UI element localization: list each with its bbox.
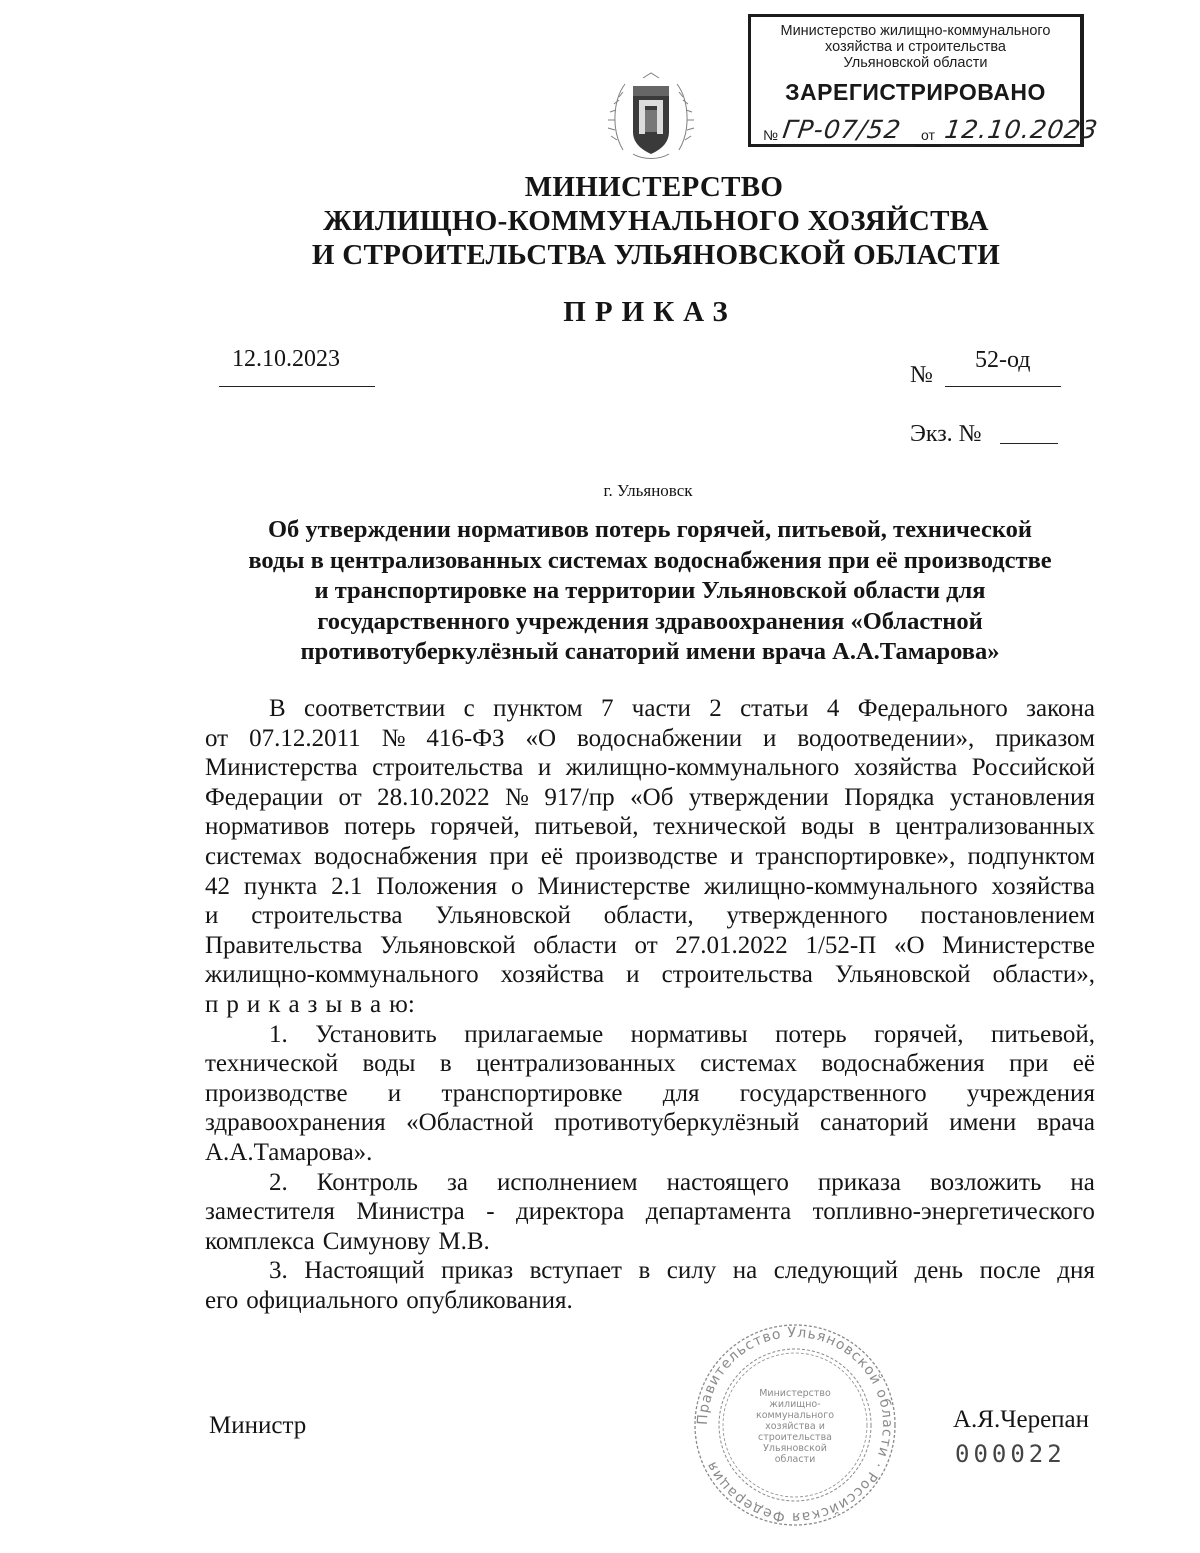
body-word: водоснабжения — [314, 842, 478, 870]
body-word: системах — [700, 1050, 797, 1078]
body-word: приказом — [995, 724, 1095, 752]
body-word: дня — [1057, 1257, 1095, 1285]
body-line — [205, 842, 1095, 872]
body-word: 1. — [269, 1020, 288, 1048]
body-word: день — [914, 1257, 964, 1285]
body-word: приказа — [817, 1168, 901, 1196]
order-number-underline — [945, 386, 1061, 387]
subject-line: Об утверждении нормативов потерь горячей, питьевой, технической — [268, 516, 1032, 543]
body-word: строительства — [372, 754, 524, 782]
body-word: хозяйства — [500, 961, 605, 989]
body-word: его — [205, 1286, 239, 1314]
body-word: А.А.Тамарова». — [205, 1138, 373, 1166]
body-word: санаторий — [819, 1109, 929, 1137]
body-word: жилищно-коммунального — [704, 872, 978, 900]
body-word: в — [638, 1257, 651, 1285]
body-word: противотуберкулёзный — [554, 1109, 800, 1137]
body-line — [205, 872, 1095, 902]
body-word: воды — [801, 813, 854, 841]
body-word: Федерального — [857, 695, 1008, 722]
order-date: 12.10.2023 — [232, 346, 340, 372]
body-word: подпунктом — [967, 842, 1095, 870]
body-line — [205, 1286, 1095, 1316]
body-word: врача — [1036, 1109, 1095, 1137]
reg-date-underline — [941, 145, 1079, 147]
body-word: при — [489, 842, 529, 870]
ministry-line1: МИНИСТЕРСТВО — [524, 171, 784, 203]
order-body — [205, 694, 1095, 1315]
body-word: з — [307, 990, 318, 1018]
body-line — [205, 1108, 1095, 1138]
body-word: области — [533, 931, 617, 959]
body-word: для — [662, 1079, 700, 1107]
body-word: р — [226, 990, 239, 1018]
copy-number-underline — [1000, 443, 1058, 444]
body-word: на — [1070, 1168, 1095, 1196]
body-word: Контроль — [316, 1168, 418, 1196]
body-word: Симунову — [322, 1227, 431, 1255]
body-line — [205, 724, 1095, 754]
body-word: 2 — [709, 695, 722, 722]
reg-stamp-status: ЗАРЕГИСТРИРОВАНО — [785, 79, 1046, 105]
body-word: 4 — [826, 695, 840, 722]
body-word: соответствии — [304, 695, 446, 722]
body-word: п — [205, 990, 219, 1018]
body-word: Министерстве — [942, 931, 1095, 959]
body-word: области», — [992, 961, 1095, 989]
body-word: производстве — [205, 1079, 348, 1107]
body-word: нормативов — [205, 813, 330, 841]
body-word: ю: — [389, 990, 415, 1018]
body-line — [205, 1256, 1095, 1286]
ministry-line3: И СТРОИТЕЛЬСТВА УЛЬЯНОВСКОЙ ОБЛАСТИ — [311, 239, 1001, 271]
city-line: г. Ульяновск — [603, 481, 693, 500]
body-word: возложить — [930, 1168, 1042, 1196]
body-line — [205, 960, 1095, 990]
body-word: заместителя — [205, 1198, 335, 1226]
reg-number-handwritten: ГР-07/52 — [780, 115, 904, 144]
body-word: хозяйства — [853, 754, 958, 782]
body-word: имени — [949, 1109, 1017, 1137]
body-word: 2.1 — [331, 872, 363, 900]
body-line — [205, 753, 1095, 783]
subject-line: государственного учреждения здравоохранения «Областной — [317, 607, 983, 635]
body-word: официального — [246, 1286, 399, 1314]
subject-line: и транспортировке на территории Ульяновской области для — [314, 577, 986, 604]
body-word: Федерации — [205, 783, 324, 811]
body-word: потерь — [344, 813, 416, 841]
body-word: Правительства — [205, 931, 363, 959]
order-number: 52-од — [975, 347, 1031, 373]
body-word: 917/пр — [544, 783, 615, 811]
body-word: водоснабжении — [576, 724, 743, 752]
ministry-line2: ЖИЛИЩНО-КОММУНАЛЬНОГО ХОЗЯЙСТВА — [323, 205, 989, 237]
body-word: производстве — [575, 842, 718, 870]
body-word: водоснабжения — [821, 1050, 985, 1078]
body-word: а — [370, 990, 382, 1018]
body-line — [205, 1079, 1095, 1109]
signer-title: Министр — [209, 1412, 307, 1439]
body-line — [205, 812, 1095, 842]
reg-number-prefix: № — [763, 127, 779, 143]
body-word: жилищно-коммунального — [205, 961, 479, 989]
body-line — [205, 931, 1095, 961]
body-word: централизованных — [895, 813, 1095, 841]
body-word: 1/52-П — [805, 931, 877, 959]
body-word: жилищно-коммунального — [565, 754, 840, 782]
body-word: от — [205, 724, 229, 752]
order-number-sign: № — [910, 362, 933, 388]
body-word: 42 — [205, 872, 230, 900]
coat-of-arms-emblem — [603, 70, 699, 166]
body-word: строительства — [661, 961, 813, 989]
reg-date-prefix: от — [921, 127, 935, 143]
order-date-underline — [219, 386, 375, 387]
body-word: в — [868, 813, 881, 841]
body-word: её — [1072, 1050, 1095, 1078]
body-word: 3. — [269, 1257, 288, 1285]
body-word: директора — [516, 1198, 625, 1226]
document-serial-number: 000022 — [955, 1440, 1066, 1468]
body-word: Ульяновской — [834, 961, 971, 989]
reg-number-underline — [781, 145, 915, 147]
body-word: на — [732, 1257, 758, 1285]
body-word: после — [979, 1257, 1041, 1285]
body-word: 27.01.2022 — [675, 931, 788, 959]
body-word: и — [246, 990, 261, 1018]
body-word: настоящего — [666, 1168, 789, 1196]
document-type-title: ПРИКАЗ — [563, 296, 737, 328]
body-word: потерь — [775, 1020, 847, 1048]
subject-line: воды в централизованных системах водоснабжения при её производстве — [248, 546, 1052, 574]
body-word: пунктом — [493, 695, 583, 722]
ministry-header — [0, 170, 1200, 272]
body-word: «О — [525, 724, 557, 752]
body-word: Порядка — [844, 783, 935, 811]
body-word: в — [350, 990, 363, 1018]
body-word: и — [626, 961, 640, 989]
body-word: закона — [1026, 695, 1095, 722]
body-line — [205, 1227, 1095, 1257]
body-word: области, — [603, 902, 694, 930]
reg-stamp-line1: Министерство жилищно-коммунального — [780, 23, 1051, 39]
signer-name: А.Я.Черепан — [953, 1406, 1090, 1433]
body-word: Министра — [356, 1198, 465, 1226]
body-word: и — [387, 1079, 402, 1107]
body-word: транспортировке — [441, 1079, 623, 1107]
body-word: силу — [666, 1257, 717, 1285]
body-word: и — [729, 842, 744, 870]
body-word: - — [486, 1198, 495, 1226]
body-word: учреждения — [966, 1079, 1095, 1107]
body-line — [205, 1020, 1095, 1050]
seal-outer-text: Правительство Ульяновской области · Российская Федерация — [694, 1324, 896, 1526]
body-word: М.В. — [438, 1227, 490, 1255]
body-word: к — [268, 990, 281, 1018]
body-word: с — [463, 695, 475, 722]
body-word: 28.10.2022 — [377, 783, 490, 811]
body-word: В — [269, 695, 286, 722]
body-word: Ульяновской — [379, 931, 516, 959]
body-word: исполнением — [496, 1168, 638, 1196]
body-line — [205, 1197, 1095, 1227]
seal-inner-text: Министерство жилищно-коммунального хозяйства и строительства Ульяновской области — [755, 1388, 835, 1465]
body-word: «Об — [630, 783, 674, 811]
body-word: от — [338, 783, 362, 811]
body-word: транспортировке», — [755, 842, 956, 870]
body-word: питьевой, — [534, 813, 639, 841]
order-subject — [205, 515, 1095, 668]
body-word: следующий — [773, 1257, 898, 1285]
body-word: нормативы — [630, 1020, 748, 1048]
subject-line: противотуберкулёзный санаторий имени врача А.А.Тамарова» — [300, 638, 1000, 665]
body-word: № — [505, 783, 529, 811]
body-line — [205, 1049, 1095, 1079]
body-word: утверждении — [688, 783, 829, 811]
body-word: установления — [949, 783, 1095, 811]
body-line — [205, 783, 1095, 813]
body-word: 07.12.2011 — [249, 724, 361, 752]
body-word: приказ — [441, 1257, 514, 1285]
body-word: топливно-энергетического — [812, 1198, 1095, 1226]
body-word: комплекса — [205, 1227, 315, 1255]
body-word: от — [634, 931, 658, 959]
reg-stamp-line2: хозяйства и строительства — [825, 39, 1006, 55]
body-line — [205, 1138, 1095, 1168]
body-word: «Областной — [406, 1109, 534, 1137]
body-word: «О — [893, 931, 925, 959]
body-word: 416-ФЗ — [426, 724, 505, 752]
body-line — [205, 901, 1095, 931]
body-word: горячей, — [430, 813, 520, 841]
body-word: о — [511, 872, 524, 900]
body-word: централизованных — [476, 1050, 676, 1078]
body-word: Министерстве — [537, 872, 691, 900]
body-word: водоотведении», — [797, 724, 975, 752]
body-word: опубликования. — [406, 1286, 573, 1314]
body-word: части — [631, 695, 691, 722]
official-seal — [690, 1322, 900, 1528]
body-word: горячей, — [874, 1020, 964, 1048]
body-word: строительства — [251, 902, 403, 930]
body-word: и — [537, 754, 552, 782]
body-word: в — [439, 1050, 452, 1078]
body-line — [205, 694, 1095, 724]
reg-stamp-line3: Ульяновской области — [843, 55, 988, 71]
body-word: и — [205, 902, 219, 930]
body-word: технической — [653, 813, 787, 841]
body-word: Министерства — [205, 754, 358, 782]
body-word: технической — [205, 1050, 339, 1078]
body-word: государственного — [739, 1079, 927, 1107]
body-word: департамента — [645, 1198, 792, 1226]
body-word: Настоящий — [304, 1257, 425, 1285]
body-word: 2. — [269, 1168, 288, 1196]
body-word: пункта — [243, 872, 318, 900]
body-word: ы — [325, 990, 343, 1018]
registration-stamp — [748, 14, 1101, 147]
body-word: её — [540, 842, 564, 870]
body-word: прилагаемые — [464, 1020, 604, 1048]
body-word: при — [1009, 1050, 1049, 1078]
body-word: питьевой, — [991, 1020, 1095, 1048]
copy-number-label: Экз. № — [910, 421, 982, 447]
body-word: постановлением — [920, 902, 1095, 930]
body-word: Положения — [376, 872, 498, 900]
body-line — [205, 990, 1095, 1020]
reg-date-handwritten: 12.10.2023 — [942, 115, 1101, 144]
body-word: Установить — [315, 1020, 437, 1048]
body-word: Российской — [971, 754, 1095, 782]
body-word: а — [288, 990, 300, 1018]
body-word: 7 — [600, 695, 614, 722]
body-word: и — [763, 724, 777, 752]
body-word: здравоохранения — [205, 1109, 386, 1137]
body-word: утвержденного — [726, 902, 888, 930]
body-word: системах — [205, 842, 302, 870]
body-word: за — [446, 1168, 468, 1196]
body-word: хозяйства — [991, 872, 1095, 900]
body-word: Ульяновской — [435, 902, 571, 930]
body-word: статьи — [740, 695, 809, 722]
body-word: № — [381, 724, 406, 752]
body-word: вступает — [529, 1257, 622, 1285]
body-word: воды — [362, 1050, 416, 1078]
reg-stamp-number-row — [761, 115, 1101, 149]
body-line — [205, 1168, 1095, 1198]
